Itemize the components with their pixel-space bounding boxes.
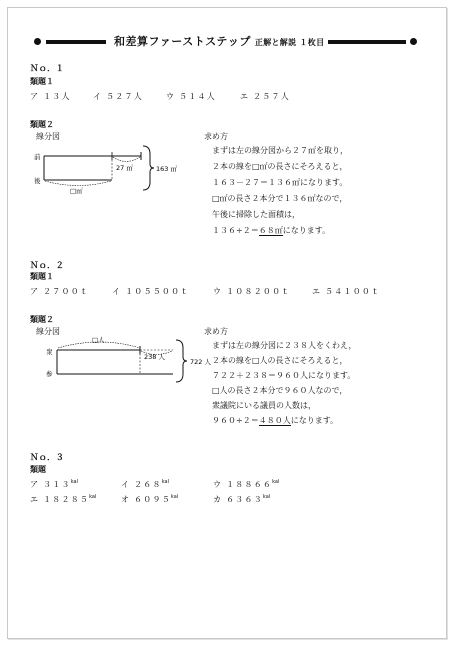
s2-diagram-box: □人	[92, 336, 105, 344]
s2-method-line-5: 衆議院にいる議員の人数は，	[212, 401, 316, 410]
s2-method-label: 求め方	[204, 327, 228, 336]
s1-method-line-5: 午後に掃除した面積は，	[212, 210, 300, 219]
s2-method-line-3: ７２２＋２３８＝９６０人になります。	[212, 371, 356, 380]
s2-method-line-1: まずは左の線分図に２３８人をくわえ，	[212, 341, 357, 350]
s1-diagram-diff: 27 ㎡	[116, 164, 133, 172]
s1-method-line-1: まずは左の線分図から２７㎡を取り，	[212, 146, 348, 155]
title-bar	[34, 35, 417, 49]
title-subtitle: 正解と解説 １枚目	[254, 38, 325, 47]
s1-diagram-row-top: 前	[34, 153, 41, 161]
s1-diagram-total: 163 ㎡	[156, 165, 177, 173]
title-dot-right	[410, 38, 417, 45]
s2-method-line-4: □人の長さ２本分で９６０人なので，	[212, 386, 348, 395]
s2-brace	[176, 340, 187, 382]
s2-line-diagram	[30, 334, 211, 384]
s2-q1-answer-u: ウ １０８２００ｔ	[213, 287, 291, 296]
s1-diagram-box: □㎡	[70, 187, 83, 195]
s1-brace	[143, 146, 154, 190]
worksheet-page	[7, 7, 447, 639]
s1-line-diagram	[30, 140, 190, 196]
s2-diagram-total-num: 722 人	[190, 358, 211, 366]
s2-q1-answer-i: イ １０５５００ｔ	[112, 287, 190, 296]
s2-q1-answer-e: エ ５４１００ｔ	[312, 287, 381, 296]
s1-q2-label: 類題２	[30, 120, 54, 129]
title-rule-right	[324, 40, 406, 44]
s1-method-line-2: ２本の線を□㎡の長さにそろえると，	[212, 162, 348, 171]
s1-diagram-label: 線分図	[36, 132, 60, 141]
s1-q1-label: 類題１	[30, 77, 54, 86]
s1-diagram-row-bottom: 後	[34, 177, 41, 185]
s2-method-line-2: ２本の線を□人の長さにそろえると，	[212, 356, 348, 365]
s2-diagram-diff: 238 人	[144, 353, 165, 361]
s2-q2-label: 類題２	[30, 315, 54, 324]
s3-label: 類題	[30, 465, 46, 474]
s3-answer-ka: カ $6363^{kal}$	[213, 494, 271, 504]
s2-method-final: ９６０÷２＝４８０人になります。	[212, 416, 339, 425]
s3-answer-a: ア $313^{kal}$	[30, 479, 78, 489]
title-rule-left	[46, 40, 106, 44]
s1-q1-answer-i: イ ５２７人	[93, 92, 143, 101]
s3-answer-i: イ $268^{kal}$	[121, 479, 169, 489]
title-dot-left	[34, 38, 41, 45]
section-2-heading: Ｎｏ．２	[30, 261, 65, 271]
section-3-heading: Ｎｏ．３	[30, 453, 65, 463]
section-1-heading: Ｎｏ．１	[30, 64, 65, 74]
s1-method-final: １３６÷２＝６８㎡になります。	[212, 226, 331, 235]
s1-q1-answer-e: エ ２５７人	[240, 92, 290, 101]
s1-q1-answer-u: ウ ５１４人	[166, 92, 216, 101]
s2-diagram-row-top: 衆	[46, 348, 53, 356]
s2-q1-label: 類題１	[30, 272, 54, 281]
s3-answer-u: ウ $18866^{kal}$	[213, 479, 280, 489]
s1-method-line-4: □㎡の長さ２本分で１３６㎡なので，	[212, 194, 348, 203]
s1-method-label: 求め方	[204, 132, 228, 141]
s2-final-answer: ４８０人	[258, 416, 291, 425]
s1-q1-answer-a: ア １３人	[30, 92, 71, 101]
title-text: 和差算ファーストステップ	[114, 35, 251, 48]
s1-final-answer: ６８㎡	[258, 226, 283, 235]
s2-diagram-label: 線分図	[36, 327, 60, 336]
s3-answer-o: オ $6095^{kal}$	[121, 494, 179, 504]
s2-diagram-row-bottom: 参	[46, 370, 53, 378]
page-title	[110, 33, 328, 49]
s1-method-line-3: １６３－２７＝１３６㎡になります。	[212, 178, 348, 187]
s2-q1-answer-a: ア ２７００ｔ	[30, 287, 90, 296]
s3-answer-e: エ $18285^{kal}$	[30, 494, 97, 504]
